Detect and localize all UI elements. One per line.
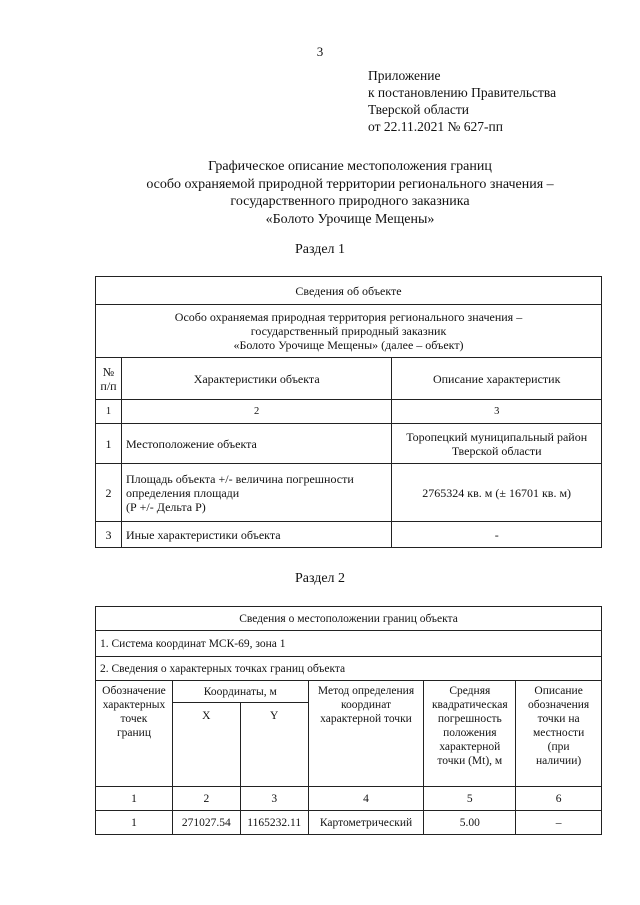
- header-line: п/п: [100, 378, 117, 393]
- point-x: 271027.54: [172, 811, 240, 835]
- row-number: 3: [96, 522, 122, 548]
- row-characteristic: Иные характеристики объекта: [121, 522, 391, 548]
- header-line: Средняя: [449, 685, 491, 697]
- header-line: точек: [120, 713, 148, 725]
- col-header-characteristics: Характеристики объекта: [121, 358, 391, 400]
- appendix-line: к постановлению Правительства: [368, 85, 557, 100]
- point-description: –: [516, 811, 602, 835]
- object-line: «Болото Урочище Мещены» (далее – объект): [233, 338, 464, 352]
- page-number: 3: [316, 44, 324, 59]
- object-line: государственный природный заказник: [250, 324, 447, 338]
- appendix-line: Приложение: [368, 68, 441, 83]
- row-description: [392, 424, 602, 464]
- row-characteristic: [121, 464, 391, 522]
- object-name-cell: [96, 305, 602, 358]
- appendix-line: Тверской области: [368, 102, 469, 117]
- number-cell: 4: [308, 787, 424, 811]
- header-line: (при: [547, 741, 570, 753]
- appendix-line: от 22.11.2021 № 627-пп: [368, 119, 503, 134]
- number-cell: 3: [392, 400, 602, 424]
- point-y: 1165232.11: [240, 811, 308, 835]
- number-cell: 3: [240, 787, 308, 811]
- col-header-no: [96, 358, 122, 400]
- cell-line: (Р +/- Дельта Р): [125, 499, 206, 514]
- header-line: точки на: [537, 713, 580, 725]
- col-header-description: Описание характеристик: [392, 358, 602, 400]
- header-line: квадратическая: [431, 699, 508, 711]
- header-line: №: [102, 364, 115, 379]
- cell-line: определения площади: [125, 485, 240, 500]
- row-description: 2765324 кв. м (± 16701 кв. м): [392, 464, 602, 522]
- number-cell: 2: [121, 400, 391, 424]
- header-line: точки (Mt), м: [437, 755, 503, 767]
- point-id: 1: [96, 811, 173, 835]
- table-row: [96, 464, 602, 522]
- number-cell: 5: [424, 787, 516, 811]
- header-line: границ: [116, 727, 151, 739]
- header-line: положения: [443, 727, 497, 739]
- section-2-heading: Раздел 2: [294, 571, 346, 586]
- title-line: Графическое описание местоположения границ: [208, 159, 492, 174]
- appendix-block: [368, 67, 556, 135]
- cell-line: Тверской области: [451, 443, 542, 458]
- row-number: 2: [96, 464, 122, 522]
- title-line: государственного природного заказника: [230, 194, 470, 209]
- table-row: [96, 424, 602, 464]
- header-line: Описание: [534, 685, 583, 697]
- col-header-y: Y: [240, 703, 308, 787]
- header-line: характерных: [102, 699, 166, 711]
- row-description: -: [392, 522, 602, 548]
- cell-line: Торопецкий муниципальный район: [406, 429, 588, 444]
- header-line: координат: [340, 699, 392, 711]
- col-header-point: [96, 681, 173, 787]
- number-cell: 2: [172, 787, 240, 811]
- header-line: местности: [532, 727, 585, 739]
- title-line: особо охраняемой природной территории регионального значения –: [146, 176, 554, 192]
- section-1-heading: Раздел 1: [294, 242, 346, 257]
- col-header-method: [308, 681, 424, 787]
- col-header-error: [424, 681, 516, 787]
- table-title: Сведения об объекте: [96, 277, 602, 305]
- point-error: 5.00: [424, 811, 516, 835]
- row-number: 1: [96, 424, 122, 464]
- header-line: обозначения: [528, 699, 590, 711]
- header-line: характерной: [439, 741, 501, 753]
- points-title: 2. Сведения о характерных точках границ объекта: [96, 657, 602, 681]
- point-method: Картометрический: [308, 811, 424, 835]
- object-line: Особо охраняемая природная территория регионального значения –: [174, 310, 523, 324]
- document-title: [60, 158, 640, 228]
- cell-line: Местоположение объекта: [125, 436, 257, 451]
- header-line: Обозначение: [102, 685, 166, 697]
- col-header-point-description: [516, 681, 602, 787]
- table-title: Сведения о местоположении границ объекта: [96, 607, 602, 631]
- header-line: характерной точки: [320, 713, 412, 725]
- header-line: наличии): [536, 755, 582, 767]
- boundary-points-table: [95, 606, 602, 835]
- header-line: Метод определения: [317, 685, 415, 697]
- table-row: [96, 811, 602, 835]
- coordinate-system: 1. Система координат МСК-69, зона 1: [96, 631, 602, 657]
- number-cell: 1: [96, 787, 173, 811]
- number-cell: 6: [516, 787, 602, 811]
- table-row: [96, 522, 602, 548]
- object-info-table: [95, 276, 602, 548]
- cell-line: Площадь объекта +/- величина погрешности: [125, 471, 354, 486]
- row-characteristic: [121, 424, 391, 464]
- number-cell: 1: [96, 400, 122, 424]
- title-line: «Болото Урочище Мещены»: [265, 211, 435, 227]
- col-header-coordinates: Координаты, м: [172, 681, 308, 703]
- header-line: погрешность: [437, 713, 502, 725]
- col-header-x: X: [172, 703, 240, 787]
